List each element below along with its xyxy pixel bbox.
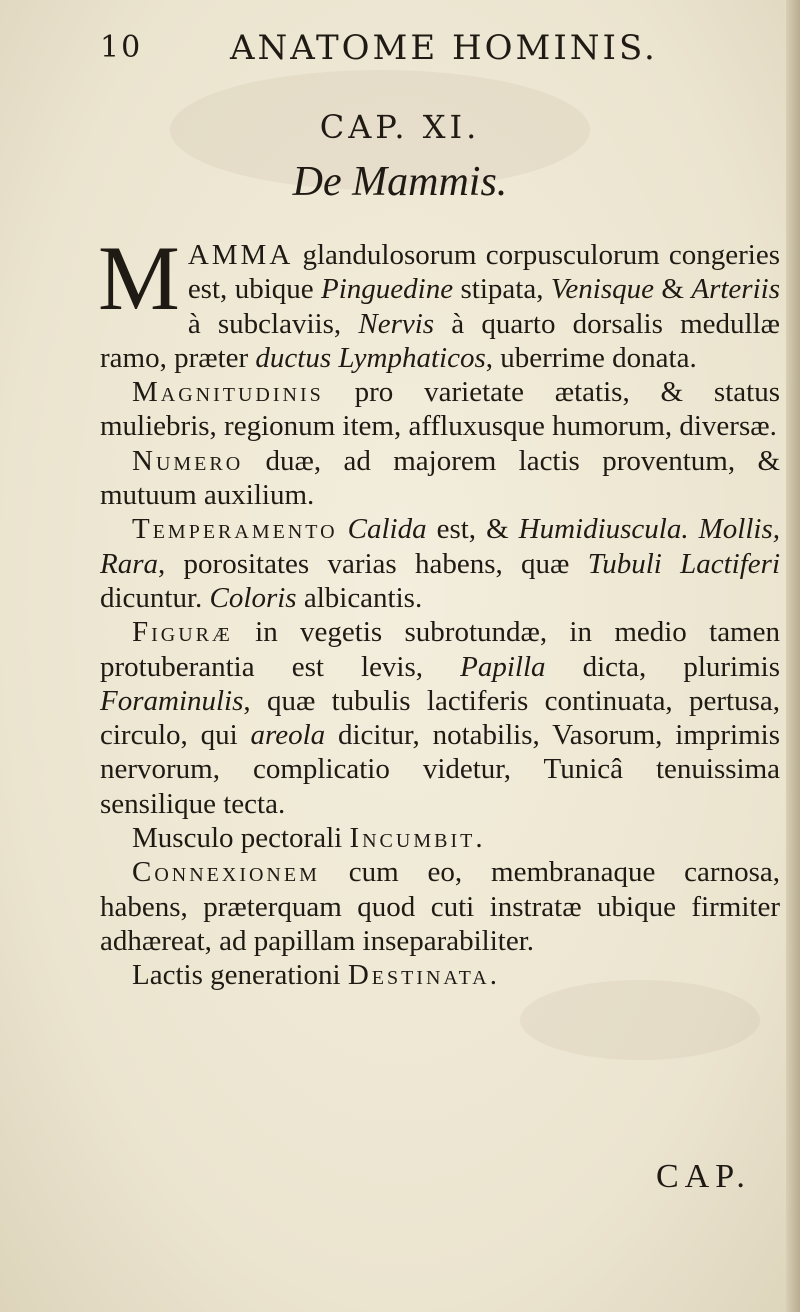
text-run: glandulosorum corpusculorum congeries est, ubique <box>187 239 780 306</box>
text-run: dicitur, notabilis, Vasorum, imprimis nervorum, complicatio videtur, Tunicâ tenuissima sensilique tecta. <box>100 719 781 820</box>
paragraph <box>100 444 780 513</box>
text-run: à subclaviis, <box>187 307 359 340</box>
drop-cap: M <box>98 227 180 329</box>
text-run: dicuntur. <box>100 581 210 614</box>
text-run: Musculo pectorali <box>132 822 350 855</box>
body-text <box>98 227 781 993</box>
italic-term: Calida <box>347 513 427 546</box>
text-run: & <box>653 273 692 306</box>
small-caps-keyword: Magnitudinis <box>132 376 324 409</box>
italic-term: ductus Lymphaticos <box>255 341 486 374</box>
small-caps-keyword: Numero <box>132 444 244 477</box>
text-run: , quæ tubulis lactiferis continuata, pertusa, circulo, qui <box>100 684 780 752</box>
text-run: duæ, ad majorem lactis proventum, & mutuum auxilium. <box>100 444 780 512</box>
page-number: 10 <box>100 30 143 65</box>
small-caps-keyword: Connexionem <box>132 856 320 889</box>
chapter-heading: CAP. XI. <box>319 108 481 146</box>
small-caps-keyword: Destinata <box>347 959 490 992</box>
small-caps-keyword: Incumbit <box>349 822 476 855</box>
italic-term: Humidiuscula. Mollis, Rara <box>100 513 780 580</box>
italic-term: Coloris <box>209 581 297 614</box>
text-run: in vegetis subrotundæ, in medio tamen protuberantia est levis, <box>100 616 780 683</box>
paragraph <box>98 227 781 375</box>
italic-term: Foraminulis <box>100 684 244 717</box>
text-run: stipata, <box>453 273 551 306</box>
text-run: , porositates varias habens, quæ <box>158 547 588 580</box>
text-run: dicta, plurimis <box>545 650 781 683</box>
italic-term: Papilla <box>460 650 546 683</box>
italic-term: Venisque <box>550 273 654 306</box>
paragraph <box>100 821 780 855</box>
text-run: . <box>475 822 483 855</box>
text-run: est, & <box>426 513 519 546</box>
text-run: , uberrime donata. <box>485 341 697 374</box>
text-run <box>338 513 348 545</box>
catchword: CAP. <box>656 1158 751 1195</box>
text-run: albicantis. <box>296 581 423 614</box>
text-run: . <box>489 959 497 992</box>
small-caps-keyword: Figuræ <box>132 616 233 649</box>
running-title: ANATOME HOMINIS. <box>230 28 658 68</box>
italic-term: Pinguedine <box>321 273 454 306</box>
paragraph <box>100 375 780 444</box>
text-run: pro varietate ætatis, & status muliebris, regionum item, affluxusque humorum, diversæ. <box>100 376 780 443</box>
paragraph <box>100 512 780 615</box>
italic-term: Tubuli Lactiferi <box>587 547 780 580</box>
italic-term: Arteriis <box>691 273 780 306</box>
text-run: à quarto dorsalis medullæ ramo, præter <box>100 307 781 374</box>
chapter-title: De Mammis. <box>292 159 508 205</box>
paragraph <box>100 958 780 992</box>
italic-term: areola <box>250 719 326 752</box>
text-run: Lactis generationi <box>132 959 348 992</box>
running-header <box>100 28 720 68</box>
small-caps-keyword: AMMA <box>187 239 294 271</box>
paragraph <box>100 615 780 821</box>
small-caps-keyword: Temperamento <box>132 513 338 546</box>
paragraph <box>100 855 780 958</box>
text-run: cum eo, membranaque carnosa, habens, præterquam quod cuti instratæ ubique firmiter adhæreat, ad papillam inseparabiliter. <box>100 856 780 957</box>
italic-term: Nervis <box>358 307 435 340</box>
